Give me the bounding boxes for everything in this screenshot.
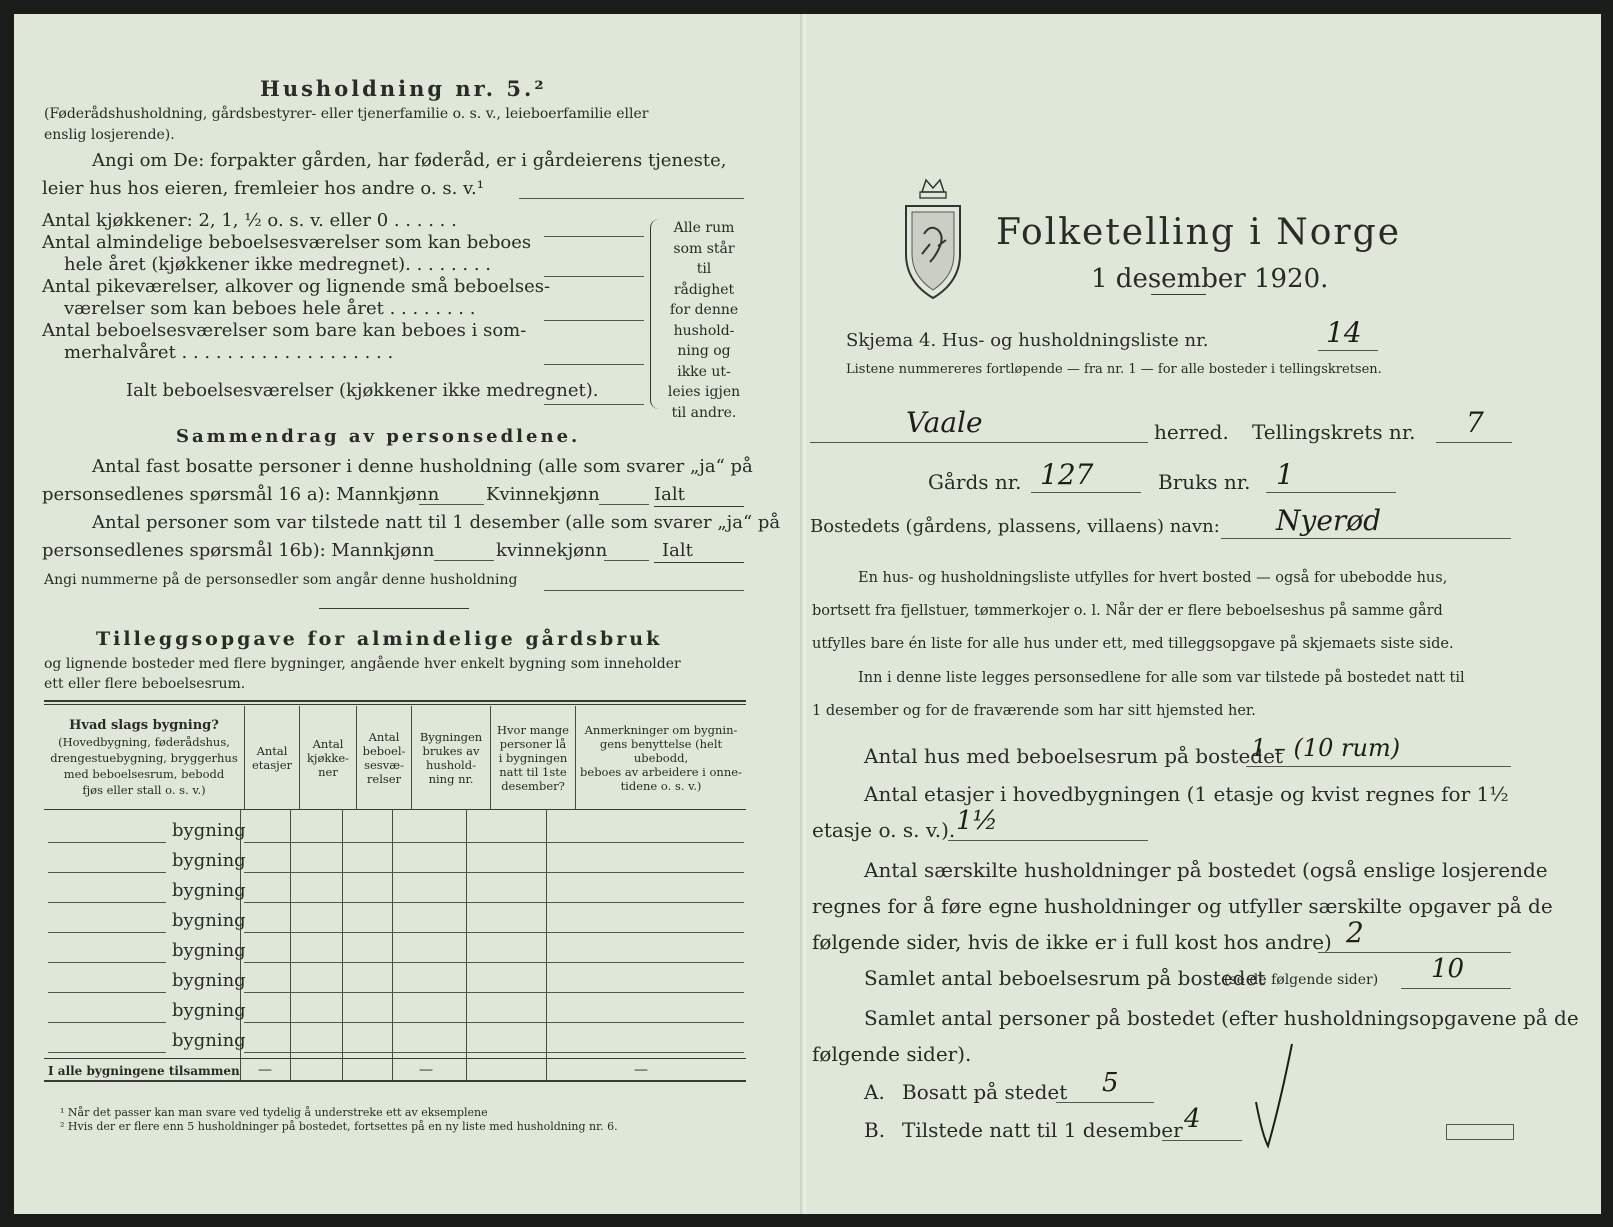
tilstede-label: Tilstede natt til 1 desember [902,1118,1183,1142]
sammendrag-line-2a: personsedlenes spørsmål 16 a): Mannkjønn [42,484,440,505]
instructions-1b: bortsett fra fjellstuer, tømmerkojer o. l. Når der er flere beboelseshus på samme gård [812,603,1443,619]
ialt-fast-line [654,506,744,507]
section-divider [319,608,469,609]
skjema-label: Skjema 4. Hus- og husholdningsliste nr. [846,330,1209,351]
husholdninger-line-2: regnes for å føre egne husholdninger og utfyller særskilte opgaver på de [812,894,1553,918]
header-anmerkninger: Anmerkninger om bygnin- gens benyttelse (helt ubebodd, beboes av arbeidere i onne- tidene o. s. v.) [576,706,747,809]
instructions-2a: Inn i denne liste legges personsedlene for alle som var tilstede på bostedet natt til [858,670,1465,686]
samlet-rum-value: 10 [1431,954,1465,984]
kvinne-tilstede-line [604,560,649,561]
total-top-rule [44,1058,746,1059]
samlet-personer-line-1: Samlet antal personer på bostedet (efter husholdningsopgavene på de [864,1006,1579,1030]
census-date: 1 desember 1920. [1091,264,1329,294]
household-subtitle-1: (Føderådshusholdning, gårdsbestyrer- eller tjenerfamilie o. s. v., leieboerfamilie eller [44,106,649,122]
bygning-row-6: bygning [172,970,246,991]
table-top-rule-2 [44,704,746,705]
footnote-2: ² Hvis der er flere enn 5 husholdninger på bostedet, fortsettes på en ny liste med husholdning nr. 6. [60,1120,618,1133]
bosatt-label: Bosatt på stedet [902,1080,1068,1104]
skjema-number: 14 [1326,316,1362,349]
header-bottom-rule [44,809,746,810]
tellingskrets-value: 7 [1466,406,1484,439]
header-personer: Hvor mange personer lå i bygningen natt til 1ste desember? [491,706,576,809]
rooms-line-1: Antal kjøkkener: 2, 1, ½ o. s. v. eller 0 . . . . . . [42,210,457,231]
hus-value: 1 – (10 rum) [1251,734,1401,762]
tilstede-letter: B. [864,1118,886,1142]
header-beboelsesvaerelser: Antal beboel- sesvæ- relser [357,706,412,809]
main-title: Folketelling i Norge [996,212,1401,253]
printer-stamp [1446,1124,1514,1140]
bosted-value: Nyerød [1276,504,1382,537]
angi-text-1: Angi om De: forpakter gården, har føderåd, er i gårdeierens tjeneste, [92,150,727,171]
bosatt-letter: A. [864,1080,885,1104]
rooms-answer-2 [544,276,644,277]
sammendrag-line-4a: personsedlenes spørsmål 16b): Mannkjønn [42,540,435,561]
sammendrag-line-2c: Ialt [654,484,685,505]
sammendrag-title: Sammendrag av personsedlene. [176,426,581,447]
bygning-row-7: bygning [172,1000,246,1021]
angi-text-2: leier hus hos eieren, fremleier hos andre o. s. v.¹ [42,178,484,199]
personsedler-line [544,590,744,591]
gards-value: 127 [1040,458,1094,491]
tillegg-line-2: ett eller flere beboelsesrum. [44,676,246,692]
rooms-line-4: Antal pikeværelser, alkover og lignende små beboelses- [42,276,551,297]
rooms-answer-4 [544,364,644,365]
samlet-rum-label: Samlet antal beboelsesrum på bostedet [864,966,1266,990]
ialt-rooms: Ialt beboelsesværelser (kjøkkener ikke medregnet). [126,380,599,401]
header-building-type: Hvad slags bygning? (Hovedbygning, føderådshus, drengestuebygning, bryggerhus med beboelsesrum, bebodd fjøs eller stall o. s. v.) [50,717,238,797]
brace-note: Alle rum som står til rådighet for denne hushold- ning og ikke ut- leies igjen til andre. [667,220,741,421]
header-husholdning-nr: Bygningen brukes av hushold- ning nr. [412,706,491,809]
mann-fast-line [419,504,484,505]
building-table-header [44,706,746,809]
bruks-value: 1 [1276,458,1294,491]
bygning-row-2: bygning [172,850,246,871]
rooms-brace [650,219,659,409]
sammendrag-line-4c: Ialt [662,540,693,561]
instructions-1c: utfylles bare én liste for alle hus under ett, med tilleggsopgave på skjemaets siste side. [812,636,1454,652]
checkmark-icon [1246,1034,1316,1154]
gards-label: Gårds nr. [928,470,1022,494]
household-title: Husholdning nr. 5.² [260,76,547,101]
rooms-line-5: værelser som kan beboes hele året . . . . . . . . [64,298,476,319]
tillegg-title: Tilleggsopgave for almindelige gårdsbruk [96,628,663,650]
bosted-label: Bostedets (gårdens, plassens, villaens) navn: [810,516,1220,537]
table-top-rule [44,700,746,702]
total-label: I alle bygningene tilsammen [48,1064,240,1078]
rooms-line-7: merhalvåret . . . . . . . . . . . . . . . . . . . [64,342,394,363]
mann-tilstede-line [434,560,494,561]
bygning-row-3: bygning [172,880,246,901]
etasjer-line-2: etasje o. s. v.). [812,818,956,842]
left-page [14,14,804,1214]
header-kjokkener: Antal kjøkke- ner [300,706,357,809]
sammendrag-line-1: Antal fast bosatte personer i denne husholdning (alle som svarer „ja“ på [92,456,753,477]
total-etasjer-mark: — [258,1062,272,1078]
listene-note: Listene nummereres fortløpende — fra nr. 1 — for alle bosteder i tellingskretsen. [846,362,1382,377]
husholdninger-line-3: følgende sider, hvis de ikke er i full kost hos andre) [812,930,1332,954]
header-etasjer: Antal etasjer [245,706,300,809]
samlet-personer-line-2: følgende sider). [812,1042,972,1066]
samlet-rum-note: (se de følgende sider) [1224,972,1379,988]
footnote-1: ¹ Når det passer kan man svare ved tydelig å understreke ett av eksemplene [60,1106,488,1119]
tellingskrets-label: Tellingskrets nr. [1252,420,1416,444]
ialt-answer-line [544,404,644,405]
sammendrag-line-3: Antal personer som var tilstede natt til 1 desember (alle som svarer „ja“ på [92,512,781,533]
coat-of-arms-icon [900,174,966,304]
herred-value: Vaale [906,406,983,439]
rooms-line-3: hele året (kjøkkener ikke medregnet). . . . . . . . [64,254,491,275]
bygning-row-1: bygning [172,820,246,841]
husholdninger-value: 2 [1346,916,1364,949]
table-bottom-rule [44,1080,746,1082]
bygning-row-8: bygning [172,1030,246,1051]
rooms-answer-1 [544,236,644,237]
kvinne-fast-line [599,504,649,505]
husholdninger-line-1: Antal særskilte husholdninger på bostedet (også enslige losjerende [864,858,1548,882]
bygning-row-4: bygning [172,910,246,931]
angi-answer-line [519,198,744,199]
etasjer-line-1: Antal etasjer i hovedbygningen (1 etasje og kvist regnes for 1½ [864,782,1509,806]
sammendrag-line-2b: Kvinnekjønn [486,484,600,505]
right-page [806,14,1601,1214]
rooms-answer-3 [544,320,644,321]
rooms-line-2: Antal almindelige beboelsesværelser som kan beboes [42,232,532,253]
tilstede-value: 4 [1184,1104,1201,1134]
bosatt-value: 5 [1102,1068,1119,1098]
bygning-row-5: bygning [172,940,246,961]
bruks-label: Bruks nr. [1158,470,1251,494]
instructions-1a: En hus- og husholdningsliste utfylles for hvert bosted — også for ubebodde hus, [858,570,1448,586]
total-husholdning-mark: — [419,1062,433,1078]
rooms-line-6: Antal beboelsesværelser som bare kan beboes i som- [42,320,527,341]
instructions-2b: 1 desember og for de fraværende som har sitt hjemsted her. [812,703,1256,719]
total-anmerkning-mark: — [634,1062,648,1078]
household-subtitle-2: enslig losjerende). [44,127,175,143]
ialt-tilstede-line [654,562,744,563]
sammendrag-line-5: Angi nummerne på de personsedler som angår denne husholdning [44,572,518,588]
tillegg-line-1: og lignende bosteder med flere bygninger, angående hver enkelt bygning som inneholder [44,656,681,672]
sammendrag-line-4b: kvinnekjønn [496,540,608,561]
etasjer-value: 1½ [956,806,998,836]
hus-label: Antal hus med beboelsesrum på bostedet [864,744,1283,768]
herred-label: herred. [1154,420,1229,444]
